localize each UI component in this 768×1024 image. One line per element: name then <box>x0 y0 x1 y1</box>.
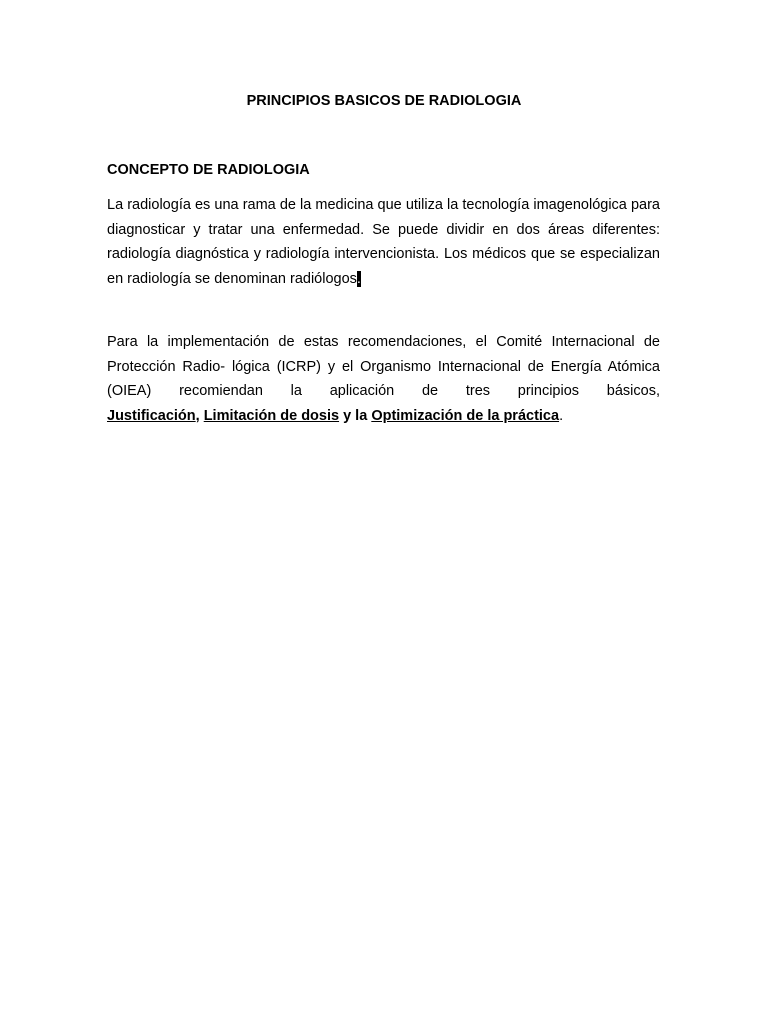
section-heading: CONCEPTO DE RADIOLOGIA <box>107 162 310 178</box>
paragraph-principles-intro: Para la implementación de estas recomendaciones, el Comité Internacional de Protección Radio- lógica (ICRP) y el Organismo Internacional de Energía Atómica (OIEA) recomiendan la aplicación de tres principios básicos, <box>107 334 660 399</box>
principle-separator-2: y la <box>339 407 372 424</box>
principle-separator-1: , <box>195 407 204 424</box>
principle-optimization: Optimización de la práctica <box>371 407 560 424</box>
principle-dose-limitation: Limitación de dosis <box>203 407 340 424</box>
paragraph-principles-end: . <box>559 407 564 424</box>
paragraph-principles <box>107 330 660 428</box>
principle-justification: Justificación <box>107 407 196 424</box>
document-title: PRINCIPIOS BASICOS DE RADIOLOGIA <box>246 93 522 109</box>
paragraph-concept-text: La radiología es una rama de la medicina que utiliza la tecnología imagenológica para diagnosticar y tratar una enfermedad. Se puede dividir en dos áreas diferentes: radiología diagnóstica y radiología intervencionista. Los médicos que se especializan en radiología se denominan radiólogos <box>107 197 660 287</box>
paragraph-concept <box>107 193 660 291</box>
text-cursor: . <box>356 270 361 287</box>
